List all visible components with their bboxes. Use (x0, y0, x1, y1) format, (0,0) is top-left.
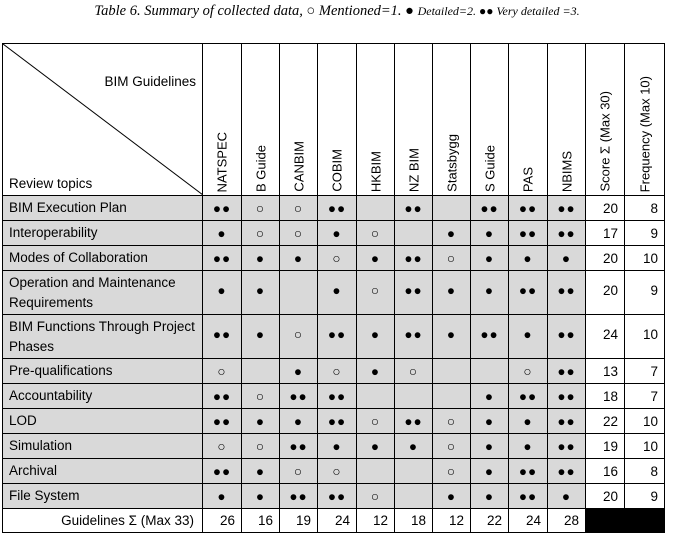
rating-cell: ● (280, 246, 318, 271)
rating-cell: ○ (433, 459, 471, 484)
footer-total: 22 (471, 509, 509, 533)
rating-cell: ●● (509, 196, 548, 221)
rating-cell: ● (318, 434, 357, 459)
rating-cell: ●● (280, 384, 318, 409)
rating-cell (471, 359, 509, 384)
score-cell: 20 (586, 271, 625, 315)
table-row (3, 359, 665, 384)
rating-cell: ● (242, 409, 280, 434)
rating-cell: ●● (318, 484, 357, 509)
table-caption (0, 3, 674, 20)
frequency-cell: 8 (625, 459, 665, 484)
rating-cell: ○ (280, 221, 318, 246)
col-header: Statsbygg (433, 44, 471, 196)
rating-cell: ● (433, 221, 471, 246)
corner-bottom-label: Review topics (9, 176, 93, 191)
footer-total: 26 (203, 509, 242, 533)
rating-cell: ● (280, 359, 318, 384)
frequency-cell: 7 (625, 359, 665, 384)
rating-cell: ●● (471, 315, 509, 359)
rating-cell (395, 459, 433, 484)
rating-cell: ● (242, 459, 280, 484)
rating-cell: ●● (548, 434, 586, 459)
frequency-cell: 10 (625, 434, 665, 459)
frequency-cell: 9 (625, 221, 665, 246)
rating-cell (395, 384, 433, 409)
rating-cell: ● (471, 384, 509, 409)
score-cell: 19 (586, 434, 625, 459)
rating-cell: ○ (395, 359, 433, 384)
rating-cell: ●● (395, 196, 433, 221)
frequency-cell: 9 (625, 484, 665, 509)
rating-cell: ●● (203, 246, 242, 271)
col-header: NATSPEC (203, 44, 242, 196)
rating-cell: ○ (318, 359, 357, 384)
footer-total: 24 (318, 509, 357, 533)
rating-cell: ● (471, 409, 509, 434)
row-topic: LOD (3, 409, 203, 434)
rating-cell: ●● (203, 196, 242, 221)
rating-cell: ● (509, 409, 548, 434)
rating-cell: ● (509, 246, 548, 271)
row-topic: Interoperability (3, 221, 203, 246)
col-header: B Guide (242, 44, 280, 196)
footer-total: 12 (357, 509, 395, 533)
rating-cell: ● (242, 315, 280, 359)
row-topic: Accountability (3, 384, 203, 409)
score-cell: 20 (586, 196, 625, 221)
score-cell: 13 (586, 359, 625, 384)
rating-cell: ●● (548, 459, 586, 484)
rating-cell: ○ (280, 196, 318, 221)
rating-cell: ● (203, 484, 242, 509)
rating-cell (357, 384, 395, 409)
rating-cell: ●● (509, 459, 548, 484)
frequency-cell: 10 (625, 315, 665, 359)
col-header: S Guide (471, 44, 509, 196)
table-row (3, 459, 665, 484)
rating-cell: ● (357, 434, 395, 459)
rating-cell (357, 196, 395, 221)
rating-cell (433, 359, 471, 384)
rating-cell: ● (471, 459, 509, 484)
rating-cell (357, 459, 395, 484)
rating-cell: ○ (242, 221, 280, 246)
rating-cell: ● (242, 246, 280, 271)
rating-cell: ○ (433, 434, 471, 459)
rating-cell: ●● (509, 221, 548, 246)
rating-cell: ○ (280, 315, 318, 359)
footer-total: 28 (548, 509, 586, 533)
col-header-score: Score Σ (Max 30) (586, 44, 625, 196)
header-row (3, 44, 665, 196)
rating-cell: ●● (548, 196, 586, 221)
rating-cell: ● (433, 315, 471, 359)
rating-cell: ○ (357, 409, 395, 434)
rating-cell: ● (395, 434, 433, 459)
rating-cell: ●● (395, 409, 433, 434)
col-header: PAS (509, 44, 548, 196)
rating-cell: ○ (433, 246, 471, 271)
footer-total: 18 (395, 509, 433, 533)
col-header: HKBIM (357, 44, 395, 196)
rating-cell: ●● (203, 459, 242, 484)
row-topic: BIM Functions Through Project Phases (3, 315, 203, 359)
rating-cell: ● (471, 221, 509, 246)
score-cell: 24 (586, 315, 625, 359)
rating-cell: ● (318, 221, 357, 246)
rating-cell (280, 271, 318, 315)
score-cell: 22 (586, 409, 625, 434)
diagonal-divider (3, 44, 203, 195)
score-cell: 18 (586, 384, 625, 409)
frequency-cell: 7 (625, 384, 665, 409)
rating-cell: ● (433, 484, 471, 509)
rating-cell: ● (280, 409, 318, 434)
row-topic: BIM Execution Plan (3, 196, 203, 221)
rating-cell: ● (548, 484, 586, 509)
footer-label: Guidelines Σ (Max 33) (3, 509, 203, 533)
rating-cell: ○ (242, 384, 280, 409)
footer-row (3, 509, 665, 533)
col-header-frequency: Frequency (Max 10) (625, 44, 665, 196)
score-cell: 17 (586, 221, 625, 246)
caption-detailed: Detailed=2. ●● Very detailed =3. (417, 4, 580, 18)
rating-cell: ●● (318, 196, 357, 221)
table-row (3, 434, 665, 459)
rating-cell: ●● (395, 246, 433, 271)
rating-cell: ○ (242, 434, 280, 459)
rating-cell: ●● (203, 409, 242, 434)
corner-header (3, 44, 203, 196)
rating-cell: ●● (318, 315, 357, 359)
rating-cell: ● (203, 271, 242, 315)
rating-cell: ●● (548, 221, 586, 246)
rating-cell: ○ (357, 484, 395, 509)
rating-cell (395, 221, 433, 246)
corner-top-label: BIM Guidelines (104, 74, 196, 89)
rating-cell: ●● (548, 384, 586, 409)
rating-cell: ○ (242, 196, 280, 221)
rating-cell: ● (471, 271, 509, 315)
rating-cell: ● (203, 221, 242, 246)
table-row (3, 196, 665, 221)
row-topic: File System (3, 484, 203, 509)
rating-cell (395, 484, 433, 509)
rating-cell: ● (242, 271, 280, 315)
rating-cell: ●● (509, 484, 548, 509)
rating-cell: ●● (395, 315, 433, 359)
frequency-cell: 10 (625, 409, 665, 434)
rating-cell: ●● (203, 384, 242, 409)
row-topic: Archival (3, 459, 203, 484)
footer-blank-cell (586, 509, 625, 533)
rating-cell: ●● (509, 384, 548, 409)
rating-cell: ● (242, 484, 280, 509)
rating-cell: ● (433, 271, 471, 315)
table-row (3, 221, 665, 246)
rating-cell: ○ (280, 459, 318, 484)
summary-table (2, 43, 665, 533)
rating-cell: ●● (318, 384, 357, 409)
frequency-cell: 10 (625, 246, 665, 271)
rating-cell: ● (471, 434, 509, 459)
rating-cell: ●● (471, 196, 509, 221)
rating-cell: ○ (509, 359, 548, 384)
footer-blank-cell (625, 509, 665, 533)
table-row (3, 484, 665, 509)
rating-cell: ●● (548, 359, 586, 384)
row-topic: Operation and Maintenance Requirements (3, 271, 203, 315)
rating-cell: ●● (509, 271, 548, 315)
rating-cell: ● (357, 246, 395, 271)
table-row (3, 315, 665, 359)
row-topic: Simulation (3, 434, 203, 459)
rating-cell: ●● (280, 484, 318, 509)
score-cell: 20 (586, 484, 625, 509)
rating-cell: ○ (203, 359, 242, 384)
score-cell: 16 (586, 459, 625, 484)
rating-cell (242, 359, 280, 384)
rating-cell: ● (509, 315, 548, 359)
footer-total: 24 (509, 509, 548, 533)
rating-cell: ●● (548, 315, 586, 359)
table-row (3, 409, 665, 434)
col-header: CANBIM (280, 44, 318, 196)
rating-cell: ● (471, 484, 509, 509)
row-topic: Modes of Collaboration (3, 246, 203, 271)
rating-cell: ●● (395, 271, 433, 315)
rating-cell: ● (357, 359, 395, 384)
caption-main: Table 6. Summary of collected data, ○ Mentioned=1. ● (94, 3, 418, 19)
rating-cell (433, 196, 471, 221)
score-cell: 20 (586, 246, 625, 271)
row-topic: Pre-qualifications (3, 359, 203, 384)
table-row (3, 246, 665, 271)
rating-cell: ●● (548, 271, 586, 315)
rating-cell: ○ (357, 221, 395, 246)
table-row (3, 271, 665, 315)
rating-cell: ● (509, 434, 548, 459)
rating-cell: ○ (318, 246, 357, 271)
frequency-cell: 8 (625, 196, 665, 221)
footer-total: 19 (280, 509, 318, 533)
rating-cell: ●● (548, 409, 586, 434)
footer-total: 12 (433, 509, 471, 533)
footer-total: 16 (242, 509, 280, 533)
rating-cell: ●● (203, 315, 242, 359)
rating-cell: ●● (318, 409, 357, 434)
rating-cell (433, 384, 471, 409)
rating-cell: ○ (433, 409, 471, 434)
rating-cell: ○ (203, 434, 242, 459)
rating-cell: ○ (357, 271, 395, 315)
rating-cell: ● (318, 271, 357, 315)
rating-cell: ○ (318, 459, 357, 484)
rating-cell: ● (357, 315, 395, 359)
rating-cell: ● (548, 246, 586, 271)
col-header: COBIM (318, 44, 357, 196)
frequency-cell: 9 (625, 271, 665, 315)
col-header: NBIMS (548, 44, 586, 196)
table-row (3, 384, 665, 409)
col-header: NZ BIM (395, 44, 433, 196)
rating-cell: ● (471, 246, 509, 271)
rating-cell: ●● (280, 434, 318, 459)
